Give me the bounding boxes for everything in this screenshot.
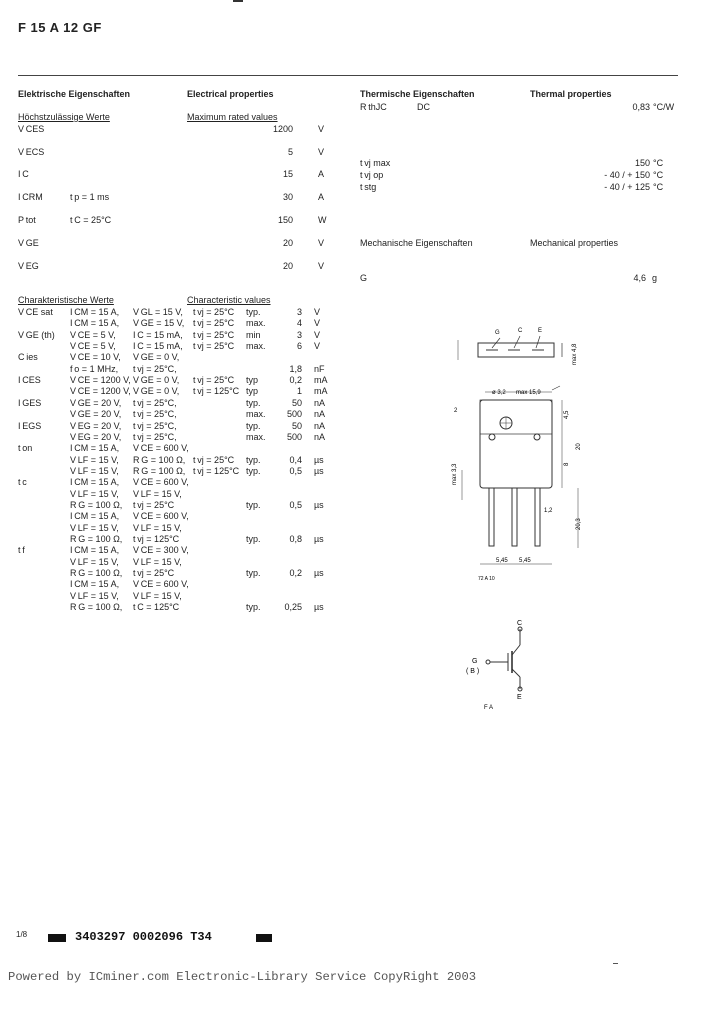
thermal-heading-de: Thermische Eigenschaften: [360, 89, 475, 99]
char-row-cond2: V CE = 300 V,: [133, 545, 189, 555]
char-row-cond2: V GE = 15 V,: [133, 318, 185, 328]
char-row-cond1: R G = 100 Ω,: [70, 534, 123, 544]
symbol-gate-alt: ( B ): [466, 668, 480, 675]
thermal-row-unit: °C: [653, 170, 664, 180]
char-row-value: 0,5: [289, 500, 302, 510]
char-row-qualifier: typ.: [246, 398, 261, 408]
max-row-unit: V: [318, 147, 325, 157]
char-row-unit: V: [314, 318, 321, 328]
char-row-cond2: t vj = 25°C,: [133, 398, 177, 408]
char-row-symbol: V GE (th): [18, 330, 55, 340]
max-row-unit: A: [318, 169, 325, 179]
thermal-row-condition: DC: [417, 102, 430, 112]
char-row-value: 3: [296, 307, 302, 317]
char-row-cond1: V CE = 1200 V,: [70, 375, 131, 385]
char-row-cond1: R G = 100 Ω,: [70, 602, 123, 612]
char-row-cond2: V GE = 0 V,: [133, 352, 180, 362]
char-row-cond2: I C = 15 mA,: [133, 341, 183, 351]
char-row-qualifier: typ.: [246, 602, 261, 612]
max-row-condition: t p = 1 ms: [70, 192, 110, 202]
char-row-cond2: t C = 125°C: [133, 602, 180, 612]
dim-height: max 4,8: [572, 343, 578, 365]
char-row-cond1: V CE = 5 V,: [70, 330, 116, 340]
max-row-symbol: V ECS: [18, 147, 45, 157]
dim-20: 20: [576, 443, 582, 450]
char-row-cond1: V CE = 5 V,: [70, 341, 116, 351]
char-row-cond2: t vj = 25°C,: [133, 421, 177, 431]
char-row-cond1: V LF = 15 V,: [70, 557, 119, 567]
char-row-unit: V: [314, 307, 321, 317]
header-rule: [18, 75, 678, 76]
char-row-unit: V: [314, 341, 321, 351]
char-row-cond1: V LF = 15 V,: [70, 591, 119, 601]
max-row-value: 150: [277, 215, 293, 225]
char-row-cond1: V EG = 20 V,: [70, 432, 122, 442]
char-row-cond2: t vj = 25°C: [133, 500, 175, 510]
char-row-unit: V: [314, 330, 321, 340]
dim-12: 1,2: [544, 508, 553, 514]
char-row-value: 1: [296, 386, 302, 396]
mech-row-value: 4,6: [633, 273, 646, 283]
char-row-cond2: V LF = 15 V,: [133, 557, 182, 567]
char-row-cond1: f o = 1 MHz,: [70, 364, 119, 374]
max-row-condition: t C = 25°C: [70, 215, 112, 225]
char-row-value: 3: [296, 330, 302, 340]
char-row-qualifier: typ.: [246, 466, 261, 476]
barcode-block-left: [48, 934, 66, 942]
char-row-cond2: t vj = 25°C,: [133, 432, 177, 442]
max-row-value: 20: [282, 261, 293, 271]
char-row-unit: nA: [314, 421, 326, 431]
symbol-ref: F A: [484, 705, 494, 711]
char-row-unit: mA: [314, 386, 328, 396]
max-row-value: 5: [287, 147, 293, 157]
thermal-row-symbol: t stg: [360, 182, 377, 192]
max-row-symbol: P tot: [18, 215, 36, 225]
max-row-value: 20: [282, 238, 293, 248]
dim-2: 2: [454, 408, 458, 414]
char-row-value: 50: [291, 421, 302, 431]
thermal-row-value: - 40 / + 125: [604, 182, 650, 192]
package-drawing: [440, 320, 600, 590]
char-row-value: 4: [296, 318, 302, 328]
char-row-symbol: V CE sat: [18, 307, 53, 317]
char-row-cond1: V GE = 20 V,: [70, 398, 122, 408]
char-heading-de: Charakteristische Werte: [18, 295, 114, 305]
char-row-cond2: R G = 100 Ω,: [133, 455, 186, 465]
char-row-cond1: V LF = 15 V,: [70, 523, 119, 533]
char-row-cond1: V EG = 20 V,: [70, 421, 122, 431]
char-row-value: 0,2: [289, 568, 302, 578]
char-row-cond1: I CM = 15 A,: [70, 443, 120, 453]
char-row-qualifier: min: [246, 330, 261, 340]
thermal-heading-en: Thermal properties: [530, 89, 612, 99]
char-row-cond1: V CE = 10 V,: [70, 352, 121, 362]
char-row-qualifier: typ.: [246, 455, 261, 465]
char-row-cond1: I CM = 15 A,: [70, 545, 120, 555]
dim-pitch-2: 5,45: [519, 558, 531, 564]
dim-8: 8: [564, 462, 570, 466]
max-heading-en: Maximum rated values: [187, 112, 278, 122]
max-row-value: 1200: [272, 124, 293, 134]
char-row-unit: nA: [314, 409, 326, 419]
char-row-value: 0,4: [289, 455, 302, 465]
max-row-symbol: I CRM: [18, 192, 43, 202]
char-row-unit: µs: [314, 500, 324, 510]
elec-heading-de: Elektrische Eigenschaften: [18, 89, 131, 99]
char-row-value: 6: [296, 341, 302, 351]
char-row-cond2: V LF = 15 V,: [133, 591, 182, 601]
max-row-unit: V: [318, 238, 325, 248]
dim-width: max 15,9: [516, 390, 541, 396]
thermal-row-symbol: t vj op: [360, 170, 384, 180]
char-row-qualifier: max.: [246, 409, 266, 419]
char-row-symbol: C ies: [18, 352, 38, 362]
char-row-cond3: t vj = 25°C: [193, 375, 235, 385]
barcode-block-right: [256, 934, 272, 942]
max-row-symbol: V CES: [18, 124, 45, 134]
mech-heading-de: Mechanische Eigenschaften: [360, 238, 473, 248]
max-row-value: 30: [282, 192, 293, 202]
mech-row-symbol: G: [360, 273, 368, 283]
char-row-value: 500: [286, 409, 302, 419]
char-row-symbol: I EGS: [18, 421, 42, 431]
symbol-gate: G: [472, 658, 478, 665]
char-row-cond3: t vj = 25°C: [193, 318, 235, 328]
char-row-unit: µs: [314, 466, 324, 476]
char-row-unit: µs: [314, 534, 324, 544]
thermal-row-unit: °C/W: [653, 102, 675, 112]
char-row-qualifier: typ.: [246, 500, 261, 510]
thermal-row-unit: °C: [653, 158, 664, 168]
max-row-unit: V: [318, 124, 325, 134]
max-heading-de: Höchstzulässige Werte: [18, 112, 110, 122]
char-row-cond1: V LF = 15 V,: [70, 455, 119, 465]
barcode-text: 3403297 0002096 T34: [75, 930, 212, 944]
dim-45: 4,5: [564, 410, 570, 419]
char-row-cond3: t vj = 125°C: [193, 466, 240, 476]
thermal-row-symbol: t vj max: [360, 158, 391, 168]
top-mark: [233, 0, 243, 2]
pin-label-g: G: [495, 330, 500, 336]
char-row-unit: µs: [314, 568, 324, 578]
char-row-cond2: V CE = 600 V,: [133, 511, 189, 521]
pin-label-e: E: [538, 328, 543, 334]
dim-hole: ø 3,2: [492, 390, 506, 396]
char-row-symbol: t c: [18, 477, 27, 487]
powered-by: Powered by ICminer.com Electronic-Library Service CopyRight 2003: [8, 970, 477, 984]
char-row-qualifier: typ.: [246, 568, 261, 578]
char-row-qualifier: typ.: [246, 534, 261, 544]
char-row-cond3: t vj = 25°C: [193, 341, 235, 351]
thermal-row-value: 150: [634, 158, 650, 168]
char-row-cond2: V CE = 600 V,: [133, 443, 189, 453]
char-heading-en: Characteristic values: [187, 295, 271, 305]
drawing-ref: 72 A 10: [478, 576, 495, 582]
igbt-symbol: [460, 615, 560, 715]
char-row-cond2: t vj = 25°C,: [133, 409, 177, 419]
thermal-row-symbol: R thJC: [360, 102, 387, 112]
char-row-qualifier: max.: [246, 318, 266, 328]
char-row-value: 1,8: [289, 364, 302, 374]
char-row-cond1: I CM = 15 A,: [70, 318, 120, 328]
char-row-unit: µs: [314, 455, 324, 465]
char-row-cond2: t vj = 25°C: [133, 568, 175, 578]
corner-mark: [613, 963, 618, 964]
max-row-symbol: V EG: [18, 261, 39, 271]
char-row-cond1: V LF = 15 V,: [70, 466, 119, 476]
char-row-cond1: V LF = 15 V,: [70, 489, 119, 499]
thermal-row-value: 0,83: [632, 102, 650, 112]
char-row-cond1: V CE = 1200 V,: [70, 386, 131, 396]
char-row-unit: µs: [314, 602, 324, 612]
char-row-cond3: t vj = 125°C: [193, 386, 240, 396]
char-row-qualifier: max.: [246, 341, 266, 351]
char-row-cond3: t vj = 25°C: [193, 330, 235, 340]
dim-pitch-1: 5,45: [496, 558, 508, 564]
max-row-symbol: I C: [18, 169, 29, 179]
char-row-cond2: t vj = 25°C,: [133, 364, 177, 374]
char-row-cond2: V GE = 0 V,: [133, 375, 180, 385]
char-row-symbol: I CES: [18, 375, 41, 385]
page-title: F 15 A 12 GF: [18, 20, 102, 35]
dim-max33: max 3,3: [452, 463, 458, 485]
symbol-collector: C: [517, 620, 523, 627]
char-row-unit: nF: [314, 364, 325, 374]
char-row-cond1: I CM = 15 A,: [70, 511, 120, 521]
char-row-value: 50: [291, 398, 302, 408]
char-row-qualifier: max.: [246, 432, 266, 442]
char-row-cond2: V GL = 15 V,: [133, 307, 183, 317]
char-row-value: 0,2: [289, 375, 302, 385]
max-row-unit: W: [318, 215, 327, 225]
char-row-symbol: t on: [18, 443, 33, 453]
char-row-qualifier: typ.: [246, 307, 261, 317]
char-row-qualifier: typ.: [246, 421, 261, 431]
char-row-value: 500: [286, 432, 302, 442]
char-row-cond2: R G = 100 Ω,: [133, 466, 186, 476]
char-row-unit: nA: [314, 432, 326, 442]
page-number: 1/8: [16, 930, 28, 939]
max-row-unit: A: [318, 192, 325, 202]
char-row-cond1: R G = 100 Ω,: [70, 500, 123, 510]
char-row-cond1: I CM = 15 A,: [70, 579, 120, 589]
char-row-value: 0,8: [289, 534, 302, 544]
char-row-unit: mA: [314, 375, 328, 385]
char-row-symbol: t f: [18, 545, 25, 555]
thermal-row-value: - 40 / + 150: [604, 170, 650, 180]
char-row-cond2: I C = 15 mA,: [133, 330, 183, 340]
max-row-unit: V: [318, 261, 325, 271]
char-row-qualifier: typ: [246, 386, 259, 396]
char-row-cond2: V LF = 15 V,: [133, 523, 182, 533]
char-row-cond2: V CE = 600 V,: [133, 579, 189, 589]
char-row-unit: nA: [314, 398, 326, 408]
elec-heading-en: Electrical properties: [187, 89, 274, 99]
char-row-cond3: t vj = 25°C: [193, 307, 235, 317]
dim-203: 20,3: [576, 518, 582, 530]
char-row-cond1: I CM = 15 A,: [70, 477, 120, 487]
thermal-row-unit: °C: [653, 182, 664, 192]
mech-row-unit: g: [652, 273, 658, 283]
char-row-symbol: I GES: [18, 398, 42, 408]
char-row-cond2: V CE = 600 V,: [133, 477, 189, 487]
max-row-symbol: V GE: [18, 238, 39, 248]
pin-label-c: C: [518, 328, 523, 334]
char-row-cond1: R G = 100 Ω,: [70, 568, 123, 578]
symbol-emitter: E: [517, 694, 522, 701]
char-row-qualifier: typ: [246, 375, 259, 385]
char-row-cond1: I CM = 15 A,: [70, 307, 120, 317]
char-row-cond1: V GE = 20 V,: [70, 409, 122, 419]
mech-heading-en: Mechanical properties: [530, 238, 619, 248]
char-row-cond2: V GE = 0 V,: [133, 386, 180, 396]
char-row-value: 0,5: [289, 466, 302, 476]
char-row-cond2: V LF = 15 V,: [133, 489, 182, 499]
char-row-cond3: t vj = 25°C: [193, 455, 235, 465]
char-row-value: 0,25: [284, 602, 302, 612]
char-row-cond2: t vj = 125°C: [133, 534, 180, 544]
max-row-value: 15: [282, 169, 293, 179]
